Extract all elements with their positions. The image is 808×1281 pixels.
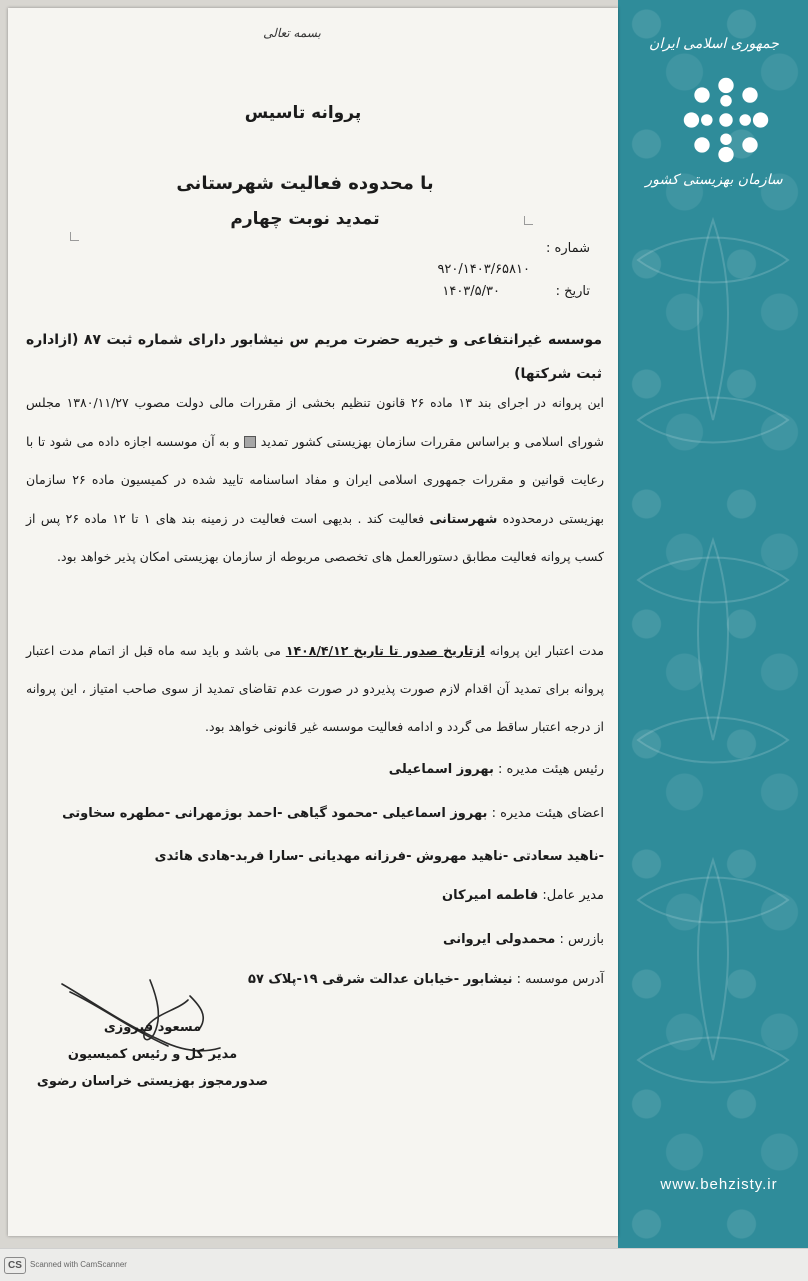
date-label: تاریخ : bbox=[555, 284, 590, 299]
renewal-label: تمدید نوبت چهارم bbox=[230, 209, 380, 229]
signatory-name: مسعود فیروزی bbox=[103, 1020, 202, 1035]
board-chair-name: بهروز اسماعیلی bbox=[388, 762, 494, 777]
body-text-part3: فعالیت کند . بدیهی است فعالیت در زمینه بند های ۱ تا ۱۲ ماده ۲۶ پس از کسب پروانه فعالیت مطابق دستورالعمل های تخصصی مربوطه از سازمان بهزیستی امکان پذیر خواهد بود. bbox=[26, 510, 604, 564]
brand-country-text: جمهوری اسلامی ایران bbox=[649, 36, 779, 52]
board-members-label: اعضای هیئت مدیره : bbox=[491, 806, 604, 821]
validity-text-part2: می باشد و باید سه ماه قبل از اتمام مدت اعتبار پروانه برای تمدید آن اقدام لازم صورت پذیردو در صورت عدم تقاضای تمدید از سوی صاحب امتیاز ، این پروانه از درجه اعتبار ساقط می گردد و ادامه فعالیت موسسه غیر قانونی خواهد بود. bbox=[26, 643, 604, 734]
ceo-row bbox=[26, 888, 604, 903]
inspector-name: محمدولی ایروانی bbox=[443, 932, 556, 947]
number-value: ۹۲۰/۱۴۰۳/۶۵۸۱۰ bbox=[437, 262, 530, 277]
validity-text-part1: مدت اعتبار این پروانه bbox=[489, 643, 604, 658]
number-label: شماره : bbox=[546, 241, 590, 256]
body-text-part2: و به آن موسسه اجازه داده می شود تا با رعایت قوانین و مقررات جمهوری اسلامی ایران و مفاد اساسنامه تایید شده در کمیسیون ماده ۲۶ سازمان بهزیستی درمحدوده bbox=[26, 433, 604, 526]
scanner-watermark-text: Scanned with CamScanner bbox=[30, 1260, 127, 1269]
address-label: آدرس موسسه : bbox=[516, 972, 604, 987]
signature-block bbox=[30, 1014, 275, 1095]
organization-name: موسسه غیرانتفاعی و خیریه حضرت مریم س نیشابور دارای شماره ثبت ۸۷ (ازاداره ثبت شرکتها) bbox=[26, 332, 602, 382]
signatory-department: صدورمجوز بهزیستی خراسان رضوی bbox=[36, 1074, 269, 1089]
board-chair-row bbox=[26, 762, 604, 777]
signatory-title: مدیر کل و رئیس کمیسیون bbox=[67, 1047, 238, 1062]
inspector-label: بازرس : bbox=[559, 932, 604, 947]
board-members-row bbox=[26, 792, 604, 878]
crop-mark bbox=[70, 232, 79, 241]
number-row bbox=[300, 241, 590, 256]
board-chair-label: رئیس هیئت مدیره : bbox=[497, 762, 604, 777]
brand-org-text: سازمان بهزیستی کشور bbox=[645, 172, 783, 188]
body-text-part1: این پروانه در اجرای بند ۱۳ ماده ۲۶ قانون تنظیم بخشی از مقررات مالی دولت مصوب ۱۳۸۰/۱۱/۲۷ مجلس شورای اسلامی و براساس مقررات سازمان بهزیستی کشور تمدید bbox=[26, 395, 604, 449]
camscanner-logo-icon: CS bbox=[4, 1257, 26, 1274]
ceo-name: فاطمه امیرکان bbox=[442, 888, 539, 903]
license-body-paragraph bbox=[26, 384, 604, 577]
behzisti-logo-icon bbox=[678, 72, 774, 168]
number-value-row bbox=[240, 262, 530, 277]
website-link[interactable]: www.behzisty.ir bbox=[660, 1176, 778, 1193]
scope-bold-text: شهرستانی bbox=[429, 510, 498, 526]
document-title: پروانه تاسیس bbox=[244, 103, 362, 123]
bismillah-header: بسمه تعالی bbox=[263, 26, 321, 40]
address-value: نیشابور -خیابان عدالت شرقی ۱۹-پلاک ۵۷ bbox=[248, 972, 513, 987]
validity-paragraph bbox=[26, 632, 604, 746]
crop-mark bbox=[524, 216, 533, 225]
date-value: ۱۴۰۳/۵/۳۰ bbox=[442, 284, 500, 299]
inspector-row bbox=[26, 932, 604, 947]
ceo-label: مدیر عامل: bbox=[542, 888, 604, 903]
document-subtitle: با محدوده فعالیت شهرستانی bbox=[176, 173, 434, 194]
stamp-square-icon bbox=[244, 436, 256, 448]
validity-dates: ازتاریخ صدور تا تاریخ ۱۴۰۸/۴/۱۲ bbox=[285, 643, 485, 658]
date-row bbox=[300, 284, 590, 299]
board-members-names: بهروز اسماعیلی -محمود گیاهی -احمد بوژمهرانی -مطهره سخاوتی -ناهید سعادتی -ناهید مهروش -فرزانه مهدیانی -سارا فربد-هادی هائدی bbox=[62, 806, 604, 864]
